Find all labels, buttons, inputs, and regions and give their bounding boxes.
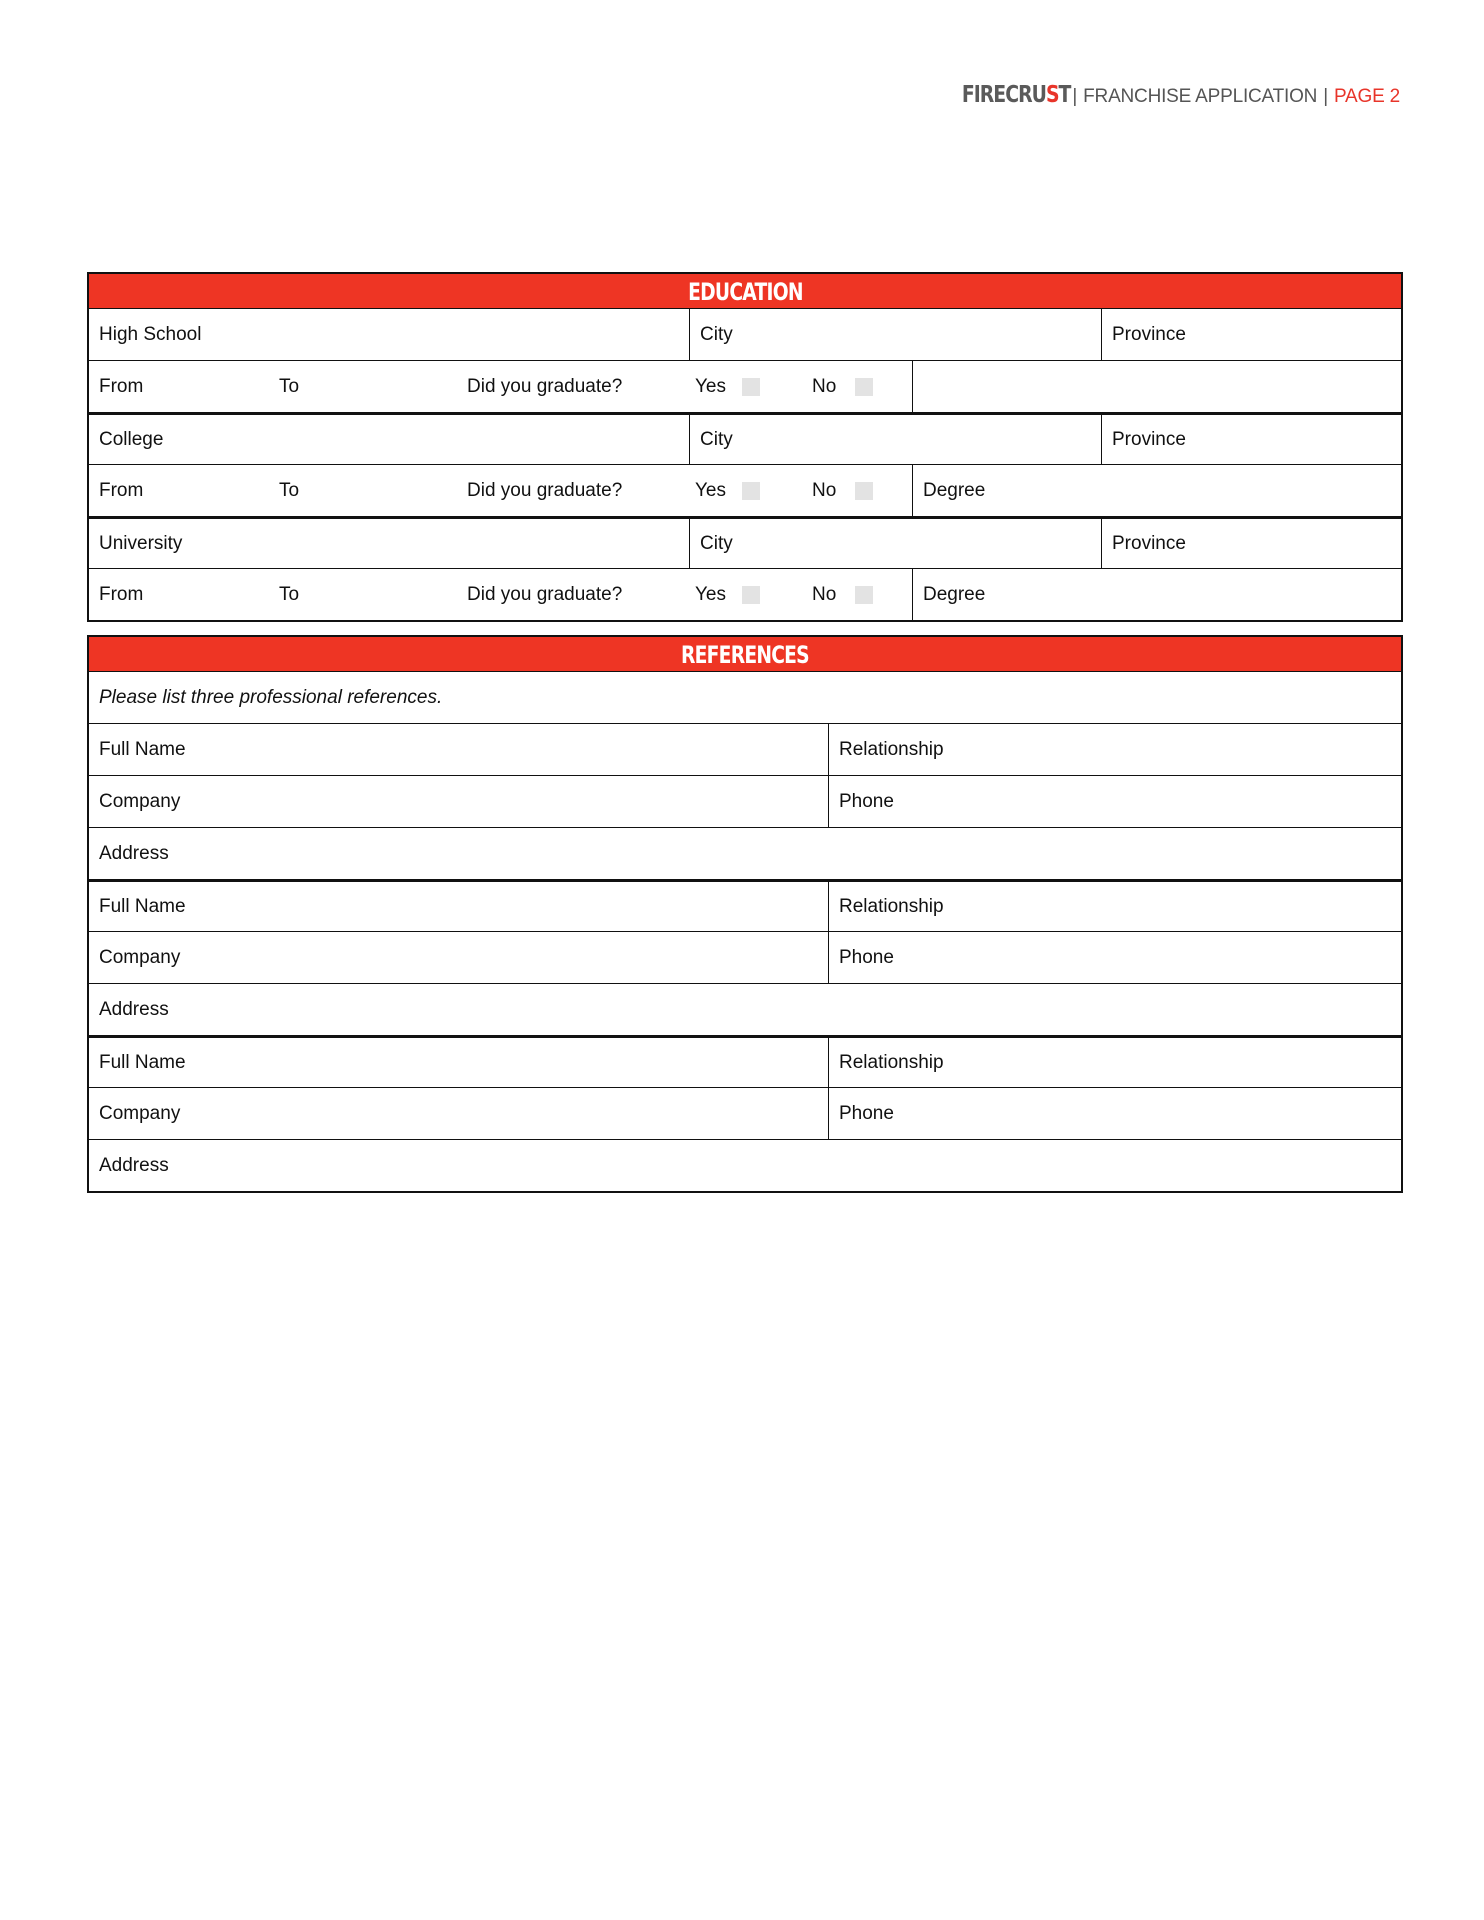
yes-label: Yes — [695, 375, 726, 397]
graduate-question: Did you graduate? — [467, 375, 623, 397]
school-field[interactable]: University — [99, 532, 183, 554]
dates-graduate-field — [89, 569, 912, 620]
province-field[interactable]: Province — [1101, 309, 1401, 360]
phone-field[interactable]: Phone — [828, 776, 1401, 827]
reference-name-row — [89, 879, 1401, 931]
document-title: FRANCHISE APPLICATION — [1083, 86, 1318, 107]
reference-name-row — [89, 723, 1401, 775]
relationship-field[interactable]: Relationship — [828, 1038, 1401, 1087]
education-table — [87, 308, 1403, 622]
education-section — [87, 272, 1403, 622]
dates-graduate-field — [89, 361, 912, 412]
no-label: No — [812, 479, 837, 501]
address-field[interactable]: Address — [99, 1154, 169, 1176]
full-name-field[interactable]: Full Name — [99, 895, 186, 917]
to-field[interactable]: To — [279, 375, 300, 397]
school-field[interactable]: High School — [99, 323, 202, 345]
degree-field[interactable]: Degree — [912, 569, 1401, 620]
relationship-field[interactable]: Relationship — [828, 724, 1401, 775]
to-field[interactable]: To — [279, 479, 300, 501]
city-field[interactable]: City — [689, 415, 1101, 464]
phone-field[interactable]: Phone — [828, 932, 1401, 983]
degree-field[interactable]: Degree — [912, 465, 1401, 516]
from-field[interactable]: From — [99, 583, 144, 605]
yes-label: Yes — [695, 583, 726, 605]
company-field[interactable]: Company — [99, 1102, 181, 1124]
reference-address-row — [89, 1139, 1401, 1191]
dates-graduate-field — [89, 465, 912, 516]
degree-field[interactable] — [912, 361, 1401, 412]
page-header — [938, 82, 1400, 108]
references-header: REFERENCES — [87, 635, 1403, 671]
graduate-question: Did you graduate? — [467, 479, 623, 501]
province-field[interactable]: Province — [1101, 415, 1401, 464]
education-dates-row — [89, 360, 1401, 412]
no-label: No — [812, 375, 837, 397]
from-field[interactable]: From — [99, 375, 144, 397]
yes-checkbox[interactable] — [742, 378, 760, 396]
reference-company-row — [89, 931, 1401, 983]
graduate-question: Did you graduate? — [467, 583, 623, 605]
education-school-row — [89, 516, 1401, 568]
brand-logo: FIRECRUST — [961, 82, 1071, 108]
full-name-field[interactable]: Full Name — [99, 738, 186, 760]
reference-address-row — [89, 827, 1401, 879]
references-instruction: Please list three professional references. — [99, 686, 443, 708]
address-field[interactable]: Address — [99, 842, 169, 864]
no-checkbox[interactable] — [855, 482, 873, 500]
references-table — [87, 671, 1403, 1193]
school-field[interactable]: College — [99, 428, 164, 450]
reference-company-row — [89, 1087, 1401, 1139]
education-school-row — [89, 308, 1401, 360]
education-dates-row — [89, 464, 1401, 516]
no-label: No — [812, 583, 837, 605]
province-field[interactable]: Province — [1101, 519, 1401, 568]
page-number: PAGE 2 — [1333, 86, 1400, 107]
city-field[interactable]: City — [689, 519, 1101, 568]
reference-address-row — [89, 983, 1401, 1035]
to-field[interactable]: To — [279, 583, 300, 605]
education-dates-row — [89, 568, 1401, 620]
relationship-field[interactable]: Relationship — [828, 882, 1401, 931]
company-field[interactable]: Company — [99, 946, 181, 968]
header-separator: | — [1072, 86, 1078, 107]
no-checkbox[interactable] — [855, 586, 873, 604]
phone-field[interactable]: Phone — [828, 1088, 1401, 1139]
references-section — [87, 635, 1403, 1193]
yes-checkbox[interactable] — [742, 482, 760, 500]
instruction-row — [89, 671, 1401, 723]
address-field[interactable]: Address — [99, 998, 169, 1020]
education-school-row — [89, 412, 1401, 464]
reference-name-row — [89, 1035, 1401, 1087]
yes-checkbox[interactable] — [742, 586, 760, 604]
from-field[interactable]: From — [99, 479, 144, 501]
no-checkbox[interactable] — [855, 378, 873, 396]
city-field[interactable]: City — [689, 309, 1101, 360]
yes-label: Yes — [695, 479, 726, 501]
full-name-field[interactable]: Full Name — [99, 1051, 186, 1073]
education-header: EDUCATION — [87, 272, 1403, 308]
company-field[interactable]: Company — [99, 790, 181, 812]
reference-company-row — [89, 775, 1401, 827]
header-separator: | — [1323, 86, 1328, 107]
